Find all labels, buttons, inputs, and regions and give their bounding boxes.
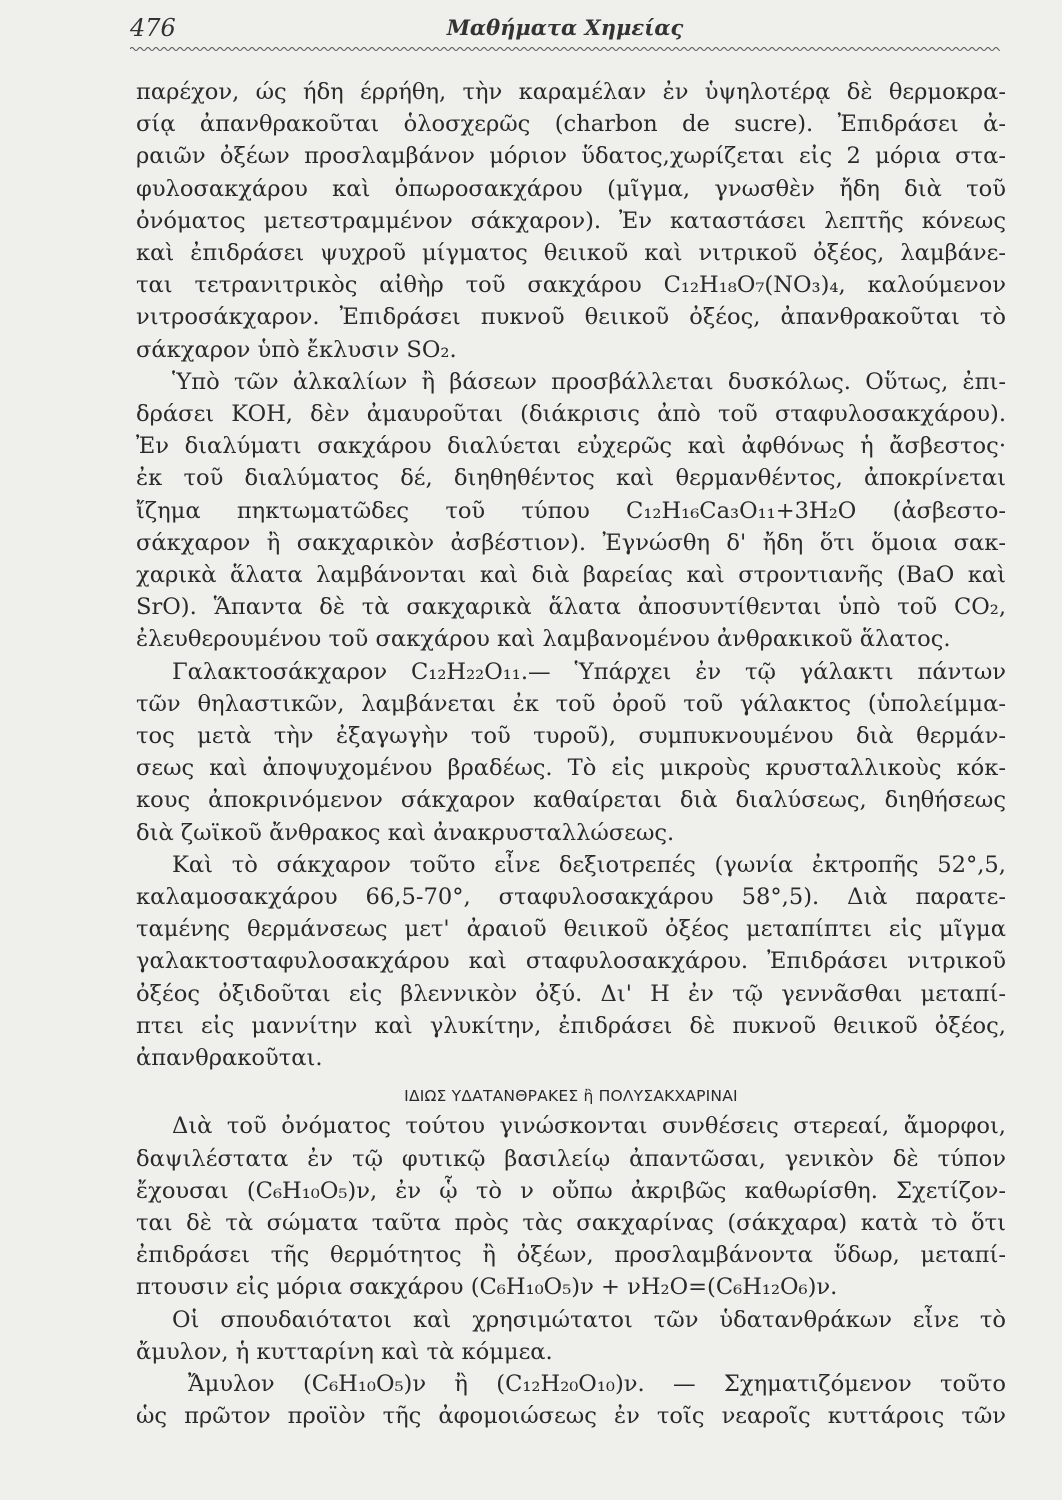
text-line: χαρικὰ ἅλατα λαμβάνονται καὶ διὰ βαρείας καὶ στροντιανῆς (BaO καὶ — [136, 562, 1006, 589]
text-line: ἐλευθερουμένου τοῦ σακχάρου καὶ λαμβανομένου ἀνθρακικοῦ ἅλατος. — [136, 626, 951, 653]
header-wavy-rule — [130, 46, 1000, 52]
text-line: ἄμυλον, ἡ κυτταρίνη καὶ τὰ κόμμεα. — [136, 1338, 553, 1365]
text-line: τῶν θηλαστικῶν, λαμβάνεται ἐκ τοῦ ὀροῦ τοῦ γάλακτος (ὑπολείμμα- — [136, 690, 1006, 717]
text-line: παρέχον, ώς ήδη έρρήθη, τὴν καραμέλαν ἐν ὑψηλοτέρᾳ δὲ θερμοκρα- — [136, 79, 1006, 105]
text-line: ἐκ τοῦ διαλύματος δέ, διηθηθέντος καὶ θερμανθέντος, ἀποκρίνεται — [136, 465, 1006, 492]
text-line: ταμένης θερμάνσεως μετ' ἀραιοῦ θειικοῦ ὀξέος μεταπίπτει εἰς μῖγμα — [136, 916, 1006, 943]
text-line: σάκχαρον ὑπὸ ἔκλυσιν SO₂. — [136, 336, 457, 363]
text-line: ἐπιδράσει τῆς θερμότητος ἢ ὀξέων, προσλαμβάνοντα ὕδωρ, μεταπί- — [136, 1242, 1006, 1269]
text-line: διὰ ζωϊκοῦ ἄνθρακος καὶ ἀνακρυσταλλώσεως. — [136, 819, 675, 846]
running-head — [130, 14, 1000, 44]
text-line: νιτροσάκχαρον. Ἐπιδράσει πυκνοῦ θειικοῦ ὀξέος, ἀπανθρακοῦται τὸ — [136, 304, 1006, 331]
paragraph-start-line: Ὑπὸ τῶν ἀλκαλίων ἢ βάσεων προσβάλλεται δυσκόλως. Οὕτως, ἐπι- — [172, 368, 1006, 395]
text-line: ται τετρανιτρικὸς αἰθὴρ τοῦ σακχάρου C₁₂H₁₈O₇(NO₃)₄, καλούμενον — [136, 272, 1006, 299]
text-line: ὀνόματος μετεστραμμένον σάκχαρον). Ἐν καταστάσει λεπτῆς κόνεως — [136, 207, 1006, 234]
text-line: σάκχαρον ἢ σακχαρικὸν ἀσβέστιον). Ἐγνώσθη δ' ἤδη ὅτι ὅμοια σακ- — [136, 529, 1006, 556]
body-text — [136, 76, 1006, 1432]
paragraph-start-line: Καὶ τὸ σάκχαρον τοῦτο εἶνε δεξιοτρεπές (γωνία ἐκτροπῆς 52°,5, — [172, 851, 1006, 878]
text-line: SrO). Ἅπαντα δὲ τὰ σακχαρικὰ ἅλατα ἀποσυντίθενται ὑπὸ τοῦ CO₂, — [136, 594, 1006, 621]
text-line: καλαμοσακχάρου 66,5-70°, σταφυλοσακχάρου 58°,5). Διὰ παρατε- — [136, 884, 1006, 911]
text-line: κους ἀποκρινόμενον σάκχαρον καθαίρεται διὰ διαλύσεως, διηθήσεως — [136, 787, 1006, 814]
text-line: πτουσιν εἰς μόρια σακχάρου (C₆H₁₀O₅)ν + νH₂O=(C₆H₁₂O₆)ν. — [136, 1274, 838, 1301]
running-title: Μαθήματα Χημείας — [446, 15, 684, 40]
text-line: ται δὲ τὰ σώματα ταῦτα πρὸς τὰς σακχαρίνας (σάκχαρα) κατὰ τὸ ὅτι — [136, 1209, 1006, 1236]
text-line: ὀξέος ὀξιδοῦται εἰς βλεννικὸν ὀξύ. Δι' H ἐν τῷ γεννᾶσθαι μεταπί- — [136, 980, 1006, 1007]
text-line: φυλοσακχάρου καὶ ὀπωροσακχάρου (μῖγμα, γνωσθὲν ἤδη διὰ τοῦ — [136, 175, 1006, 202]
paragraph-start-line: Οἱ σπουδαιότατοι καὶ χρησιμώτατοι τῶν ὑδατανθράκων εἶνε τὸ — [172, 1306, 1006, 1333]
text-line: ραιῶν ὀξέων προσλαμβάνον μόριον ὕδατος,χωρίζεται εἰς 2 μόρια στα- — [136, 143, 1006, 170]
section-heading: ΙΔΙΩΣ ΥΔΑΤΑΝΘΡΑΚΕΣ ἢ ΠΟΛΥΣΑΚΧΑΡΙΝΑΙ — [404, 1087, 738, 1106]
text-line: ὡς πρῶτον προϊὸν τῆς ἀφομοιώσεως ἐν τοῖς νεαροῖς κυττάροις τῶν — [136, 1403, 1006, 1430]
lactose-heading-line: Γαλακτοσάκχαρον C₁₂H₂₂O₁₁.— Ὑπάρχει ἐν τῷ γάλακτι πάντων — [172, 658, 1006, 685]
text-line: δράσει KOH, δὲν ἀμαυροῦται (διάκρισις ἀπὸ τοῦ σταφυλοσακχάρου). — [136, 401, 1006, 428]
text-line: πτει εἰς μαννίτην καὶ γλυκίτην, ἐπιδράσει δὲ πυκνοῦ θειικοῦ ὀξέος, — [136, 1012, 1006, 1039]
text-line: τος μετὰ τὴν ἐξαγωγὴν τοῦ τυροῦ), συμπυκνουμένου διὰ θερμάν- — [136, 723, 1006, 750]
text-line: δαψιλέστατα ἐν τῷ φυτικῷ βασιλείῳ ἀπαντῶσαι, γενικὸν δὲ τύπον — [136, 1145, 1006, 1172]
text-line: ἔχουσαι (C₆H₁₀O₅)ν, ἐν ᾧ τὸ ν οὔπω ἀκριβῶς καθωρίσθη. Σχετίζον- — [136, 1177, 1006, 1204]
text-line: γαλακτοσταφυλοσακχάρου καὶ σταφυλοσακχάρου. Ἐπιδράσει νιτρικοῦ — [136, 948, 1006, 975]
text-line: ἀπανθρακοῦται. — [136, 1045, 323, 1072]
text-line: Ἐν διαλύματι σακχάρου διαλύεται εὐχερῶς καὶ ἀφθόνως ἡ ἄσβεστος· — [136, 433, 1006, 460]
page-number: 476 — [130, 14, 176, 42]
text-line: ἴζημα πηκτωματῶδες τοῦ τύπου C₁₂H₁₆Ca₃O₁₁+3H₂O (ἀσβεστο- — [136, 497, 1006, 524]
text-line: καὶ ἐπιδράσει ψυχροῦ μίγματος θειικοῦ καὶ νιτρικοῦ ὀξέος, λαμβάνε- — [136, 240, 1006, 267]
paragraph-start-line: Διὰ τοῦ ὀνόματος τούτου γινώσκονται συνθέσεις στερεαί, ἄμορφοι, — [172, 1113, 1006, 1140]
starch-heading-line: Ἄμυλον (C₆H₁₀O₅)ν ἢ (C₁₂H₂₀O₁₀)ν. — Σχηματιζόμενον τοῦτο — [188, 1370, 1006, 1397]
text-line: σίᾳ ἀπανθρακοῦται ὁλοσχερῶς (charbon de sucre). Ἐπιδράσει ἀ- — [136, 111, 1006, 138]
text-line: σεως καὶ ἀποψυχομένου βραδέως. Τὸ εἰς μικροὺς κρυσταλλικοὺς κόκ- — [136, 755, 1006, 782]
